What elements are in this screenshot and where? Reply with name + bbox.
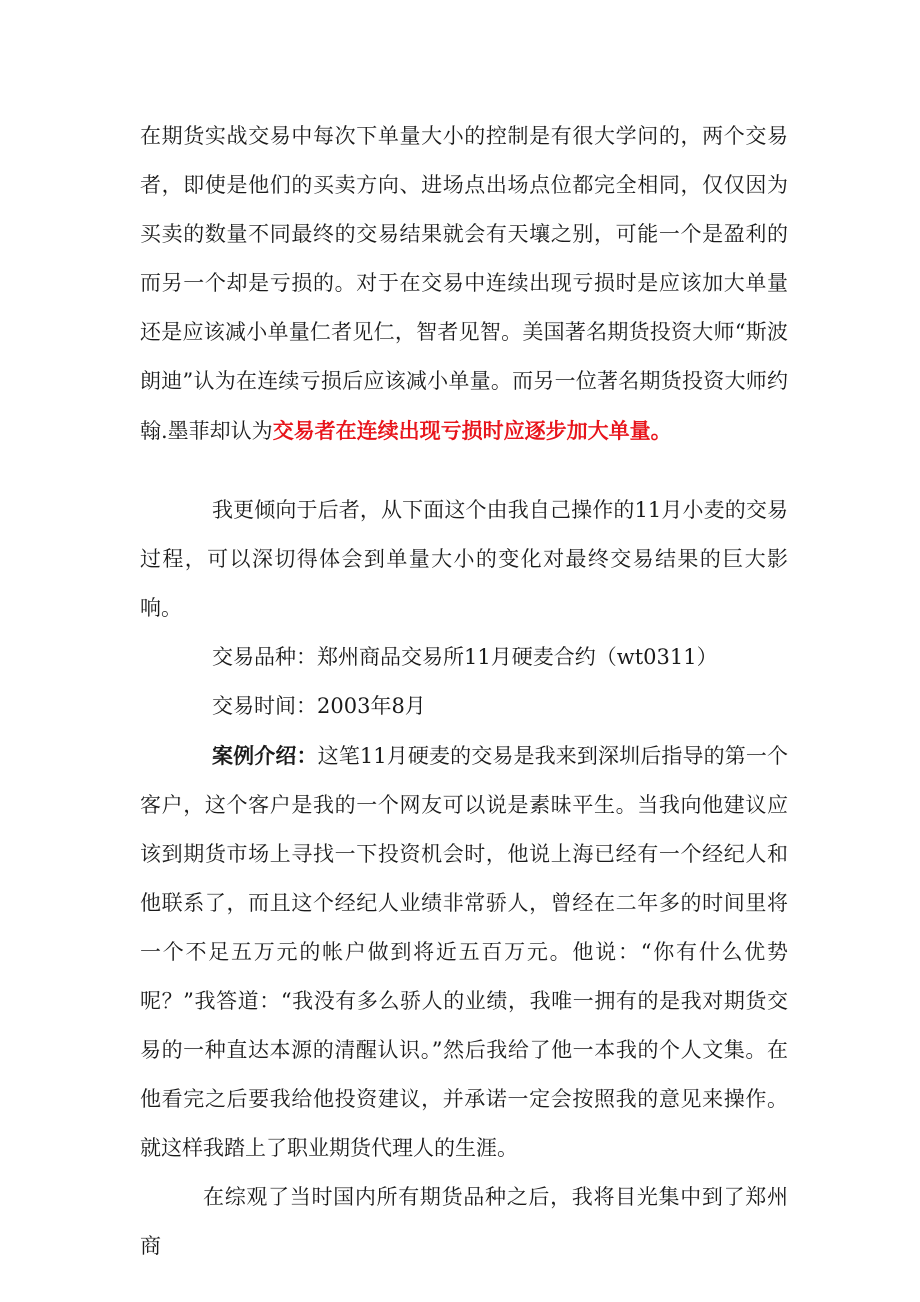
trade-time-line (140, 682, 788, 731)
trade-time-label: 交易时间： (212, 694, 317, 718)
trade-variety-label: 交易品种： (212, 645, 317, 669)
paragraph-continuation: 在综观了当时国内所有期货品种之后，我将目光集中到了郑州商 (140, 1185, 788, 1258)
trade-variety-value: 郑州商品交易所11月硬麦合约（wt0311） (317, 645, 718, 669)
trade-time-value: 2003年8月 (317, 694, 426, 718)
document-page (140, 112, 788, 1271)
case-text: 这笔11月硬麦的交易是我来到深圳后指导的第一个客户，这个客户是我的一个网友可以说是素昧平生。当我向他建议应该到期货市场上寻找一下投资机会时，他说上海已经有一个经纪人和他联系了，而且这个经纪人业绩非常骄人，曾经在二年多的时间里将一个不足五万元的帐户做到将近五百万元。他说：“你有什么优势呢？”我答道：“我没有多么骄人的业绩，我唯一拥有的是我对期货交易的一种直达本源的清醒认识。”然后我给了他一本我的个人文集。在他看完之后要我给他投资建议，并承诺一定会按照我的意见来操作。就这样我踏上了职业期货代理人的生涯。 (140, 744, 788, 1160)
intro-text: 在期货实战交易中每次下单量大小的控制是有很大学问的，两个交易者，即使是他们的买卖方向、进场点出场点位都完全相同，仅仅因为买卖的数量不同最终的交易结果就会有天壤之别，可能一个是盈利的而另一个却是亏损的。对于在交易中连续出现亏损时是应该加大单量还是应该减小单量仁者见仁，智者见智。美国著名期货投资大师“斯波朗迪”认为在连续亏损后应该减小单量。而另一位著名期货投资大师约翰.墨菲却认为 (140, 124, 788, 443)
trade-variety-line (140, 633, 788, 682)
highlighted-conclusion: 交易者在连续出现亏损时应逐步加大单量。 (272, 418, 672, 443)
case-label: 案例介绍： (212, 743, 318, 768)
paragraph-intro (140, 112, 788, 456)
paragraph-case (140, 731, 788, 1173)
paragraph-preference: 我更倾向于后者，从下面这个由我自己操作的11月小麦的交易过程，可以深切得体会到单量大小的变化对最终交易结果的巨大影响。 (140, 498, 788, 620)
